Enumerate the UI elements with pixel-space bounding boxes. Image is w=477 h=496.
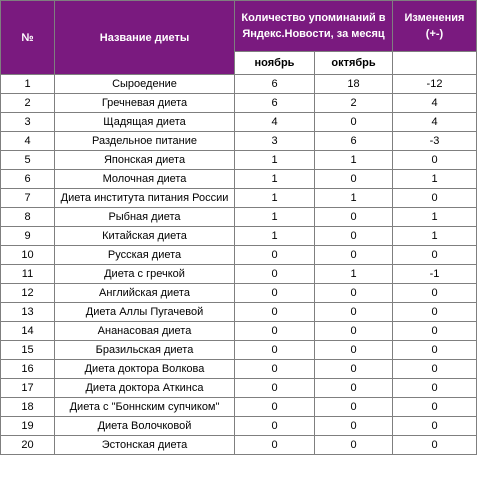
october-count-cell: 0 [315,303,393,322]
table-row [1,94,477,113]
october-count-cell: 0 [315,417,393,436]
diet-name-cell: Русская диета [55,246,235,265]
diet-name-cell: Диета института питания России [55,189,235,208]
october-count-cell: 0 [315,436,393,455]
column-header-number: № [1,1,55,75]
header-row [1,1,477,52]
row-number-cell: 17 [1,379,55,398]
table-row [1,265,477,284]
change-cell: 0 [393,379,477,398]
row-number-cell: 6 [1,170,55,189]
change-cell: 1 [393,227,477,246]
october-count-cell: 1 [315,151,393,170]
table-row [1,75,477,94]
october-count-cell: 1 [315,189,393,208]
november-count-cell: 0 [235,322,315,341]
change-cell: 0 [393,360,477,379]
november-count-cell: 0 [235,360,315,379]
diet-name-cell: Китайская диета [55,227,235,246]
table-row [1,360,477,379]
column-header-diet-name: Название диеты [55,1,235,75]
october-count-cell: 1 [315,265,393,284]
table-row [1,341,477,360]
october-count-cell: 0 [315,284,393,303]
table-row [1,398,477,417]
change-cell: 4 [393,94,477,113]
table-row [1,379,477,398]
november-count-cell: 6 [235,94,315,113]
diet-name-cell: Диета Аллы Пугачевой [55,303,235,322]
table-row [1,170,477,189]
diet-name-cell: Рыбная диета [55,208,235,227]
row-number-cell: 11 [1,265,55,284]
change-cell: -3 [393,132,477,151]
table-row [1,417,477,436]
october-count-cell: 0 [315,208,393,227]
diet-name-cell: Щадящая диета [55,113,235,132]
november-count-cell: 3 [235,132,315,151]
october-count-cell: 18 [315,75,393,94]
row-number-cell: 20 [1,436,55,455]
row-number-cell: 13 [1,303,55,322]
diet-name-cell: Молочная диета [55,170,235,189]
table-row [1,227,477,246]
change-cell: 0 [393,246,477,265]
november-count-cell: 0 [235,303,315,322]
row-number-cell: 4 [1,132,55,151]
diet-name-cell: Ананасовая диета [55,322,235,341]
row-number-cell: 14 [1,322,55,341]
column-header-october: октябрь [315,52,393,75]
row-number-cell: 8 [1,208,55,227]
october-count-cell: 0 [315,360,393,379]
change-cell: 0 [393,436,477,455]
table-row [1,284,477,303]
table-row [1,303,477,322]
november-count-cell: 0 [235,284,315,303]
table-row [1,151,477,170]
october-count-cell: 0 [315,379,393,398]
row-number-cell: 9 [1,227,55,246]
row-number-cell: 15 [1,341,55,360]
diet-name-cell: Японская диета [55,151,235,170]
diet-name-cell: Диета доктора Аткинса [55,379,235,398]
row-number-cell: 5 [1,151,55,170]
change-cell: 0 [393,284,477,303]
october-count-cell: 0 [315,341,393,360]
october-count-cell: 0 [315,113,393,132]
october-count-cell: 2 [315,94,393,113]
column-header-change-blank [393,52,477,75]
october-count-cell: 0 [315,398,393,417]
november-count-cell: 1 [235,208,315,227]
table-body [1,75,477,455]
change-cell: 1 [393,170,477,189]
november-count-cell: 0 [235,265,315,284]
diet-name-cell: Гречневая диета [55,94,235,113]
row-number-cell: 19 [1,417,55,436]
table-row [1,132,477,151]
november-count-cell: 1 [235,151,315,170]
diet-name-cell: Эстонская диета [55,436,235,455]
row-number-cell: 12 [1,284,55,303]
october-count-cell: 0 [315,246,393,265]
october-count-cell: 6 [315,132,393,151]
diet-name-cell: Диета с "Боннским супчиком" [55,398,235,417]
change-cell: 4 [393,113,477,132]
diet-name-cell: Раздельное питание [55,132,235,151]
table-row [1,436,477,455]
november-count-cell: 0 [235,341,315,360]
row-number-cell: 7 [1,189,55,208]
november-count-cell: 0 [235,436,315,455]
change-cell: 1 [393,208,477,227]
row-number-cell: 10 [1,246,55,265]
november-count-cell: 1 [235,227,315,246]
november-count-cell: 0 [235,246,315,265]
row-number-cell: 3 [1,113,55,132]
table-row [1,322,477,341]
diet-name-cell: Сыроедение [55,75,235,94]
table-row [1,246,477,265]
change-cell: 0 [393,417,477,436]
change-cell: -1 [393,265,477,284]
november-count-cell: 0 [235,379,315,398]
column-header-mentions: Количество упоминаний в Яндекс.Новости, за месяц [235,1,393,52]
row-number-cell: 16 [1,360,55,379]
table-row [1,208,477,227]
column-header-november: ноябрь [235,52,315,75]
change-cell: -12 [393,75,477,94]
change-cell: 0 [393,189,477,208]
november-count-cell: 1 [235,170,315,189]
change-cell: 0 [393,322,477,341]
row-number-cell: 18 [1,398,55,417]
row-number-cell: 1 [1,75,55,94]
october-count-cell: 0 [315,170,393,189]
change-cell: 0 [393,303,477,322]
row-number-cell: 2 [1,94,55,113]
change-cell: 0 [393,398,477,417]
diet-name-cell: Диета с гречкой [55,265,235,284]
november-count-cell: 4 [235,113,315,132]
november-count-cell: 6 [235,75,315,94]
october-count-cell: 0 [315,227,393,246]
diet-name-cell: Диета Волочковой [55,417,235,436]
table-row [1,189,477,208]
diet-name-cell: Диета доктора Волкова [55,360,235,379]
column-header-change: Изменения (+-) [393,1,477,52]
october-count-cell: 0 [315,322,393,341]
change-cell: 0 [393,341,477,360]
november-count-cell: 0 [235,398,315,417]
table-row [1,113,477,132]
change-cell: 0 [393,151,477,170]
november-count-cell: 1 [235,189,315,208]
diet-name-cell: Бразильская диета [55,341,235,360]
diet-name-cell: Английская диета [55,284,235,303]
november-count-cell: 0 [235,417,315,436]
